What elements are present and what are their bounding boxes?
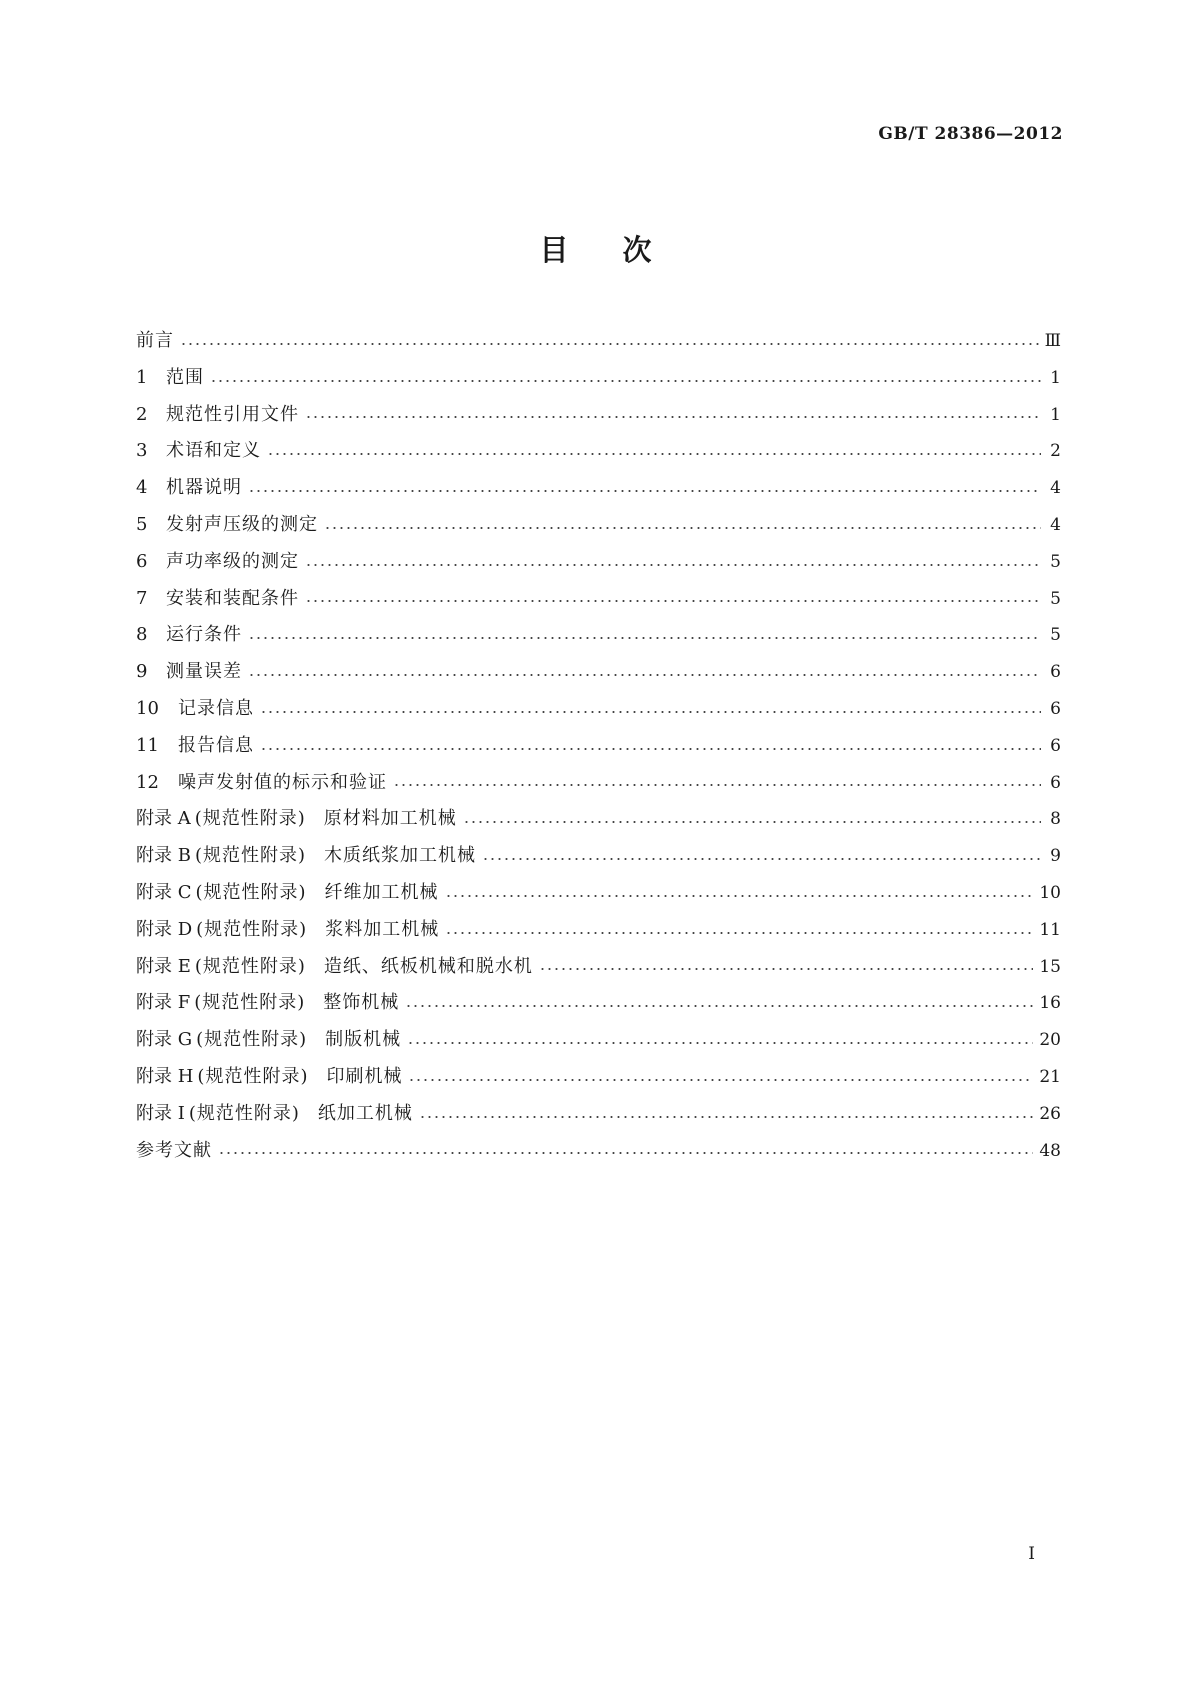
toc-annex-page: 26 bbox=[1039, 1103, 1061, 1124]
toc-entry-label: 前言 bbox=[136, 330, 174, 351]
toc-entry-page: 1 bbox=[1050, 367, 1061, 388]
toc-entry-emission-sound-pressure[interactable] bbox=[136, 510, 1061, 547]
toc-annex-label: 整饰机械 bbox=[323, 992, 400, 1014]
toc-annex-tag: (规范性附录) bbox=[196, 918, 308, 940]
toc-leader-dots bbox=[405, 992, 1033, 1010]
toc-annex-tag: (规范性附录) bbox=[188, 1102, 300, 1124]
toc-entry-number: 6 bbox=[136, 550, 148, 572]
toc-annex-i[interactable] bbox=[136, 1099, 1061, 1136]
toc-entry-information-recorded[interactable] bbox=[136, 694, 1061, 731]
toc-annex-page: 8 bbox=[1050, 809, 1061, 830]
toc-entry-number: 12 bbox=[136, 771, 159, 793]
toc-leader-dots bbox=[248, 661, 1041, 679]
toc-entry-number: 2 bbox=[136, 403, 148, 425]
toc-entry-page: 6 bbox=[1050, 698, 1061, 719]
toc-entry-page: Ⅲ bbox=[1044, 331, 1061, 351]
toc-entry-page: 5 bbox=[1050, 625, 1061, 646]
toc-annex-number: 附录 D bbox=[136, 918, 193, 940]
toc-leader-dots bbox=[482, 845, 1041, 863]
toc-entry-page: 6 bbox=[1050, 772, 1061, 793]
toc-entry-label: 噪声发射值的标示和验证 bbox=[178, 771, 387, 793]
toc-entry-page: 5 bbox=[1050, 551, 1061, 572]
toc-entry-label: 参考文献 bbox=[136, 1139, 212, 1161]
toc-entry-measurement-uncertainty[interactable] bbox=[136, 657, 1061, 694]
toc-list bbox=[136, 326, 1061, 1172]
toc-leader-dots bbox=[305, 551, 1041, 569]
toc-leader-dots bbox=[407, 1029, 1033, 1047]
toc-annex-number: 附录 A bbox=[136, 808, 191, 830]
toc-annex-tag: (规范性附录) bbox=[194, 808, 306, 830]
toc-entry-label: 安装和装配条件 bbox=[166, 587, 299, 609]
toc-entry-label: 机器说明 bbox=[166, 477, 242, 499]
toc-annex-page: 21 bbox=[1039, 1066, 1061, 1087]
toc-annex-h[interactable] bbox=[136, 1062, 1061, 1099]
toc-entry-page: 1 bbox=[1050, 404, 1061, 425]
toc-entry-page: 5 bbox=[1050, 588, 1061, 609]
toc-entry-number: 10 bbox=[136, 697, 159, 719]
toc-leader-dots bbox=[248, 624, 1041, 642]
toc-title: 目次 bbox=[539, 233, 706, 267]
toc-annex-tag: (规范性附录) bbox=[197, 1065, 309, 1087]
toc-entry-declaration-verification[interactable] bbox=[136, 768, 1061, 805]
toc-annex-tag: (规范性附录) bbox=[194, 845, 306, 867]
toc-annex-label: 印刷机械 bbox=[326, 1065, 403, 1087]
toc-leader-dots bbox=[463, 808, 1041, 826]
toc-entry-label: 报告信息 bbox=[178, 734, 254, 756]
toc-annex-f[interactable] bbox=[136, 988, 1061, 1025]
toc-entry-number: 1 bbox=[136, 366, 148, 388]
toc-leader-dots bbox=[324, 514, 1041, 532]
toc-annex-label: 原材料加工机械 bbox=[323, 808, 457, 830]
toc-annex-page: 16 bbox=[1039, 993, 1061, 1014]
toc-annex-number: 附录 F bbox=[136, 992, 191, 1014]
toc-entry-page: 4 bbox=[1050, 478, 1061, 499]
toc-entry-label: 声功率级的测定 bbox=[166, 550, 299, 572]
toc-annex-a[interactable] bbox=[136, 804, 1061, 841]
toc-leader-dots bbox=[248, 477, 1041, 495]
standard-code: GB/T 28386—2012 bbox=[878, 124, 1063, 144]
toc-entry-operating-conditions[interactable] bbox=[136, 620, 1061, 657]
page-number: I bbox=[1028, 1544, 1035, 1564]
toc-annex-number: 附录 I bbox=[136, 1102, 185, 1124]
toc-leader-dots bbox=[218, 1139, 1033, 1157]
toc-annex-tag: (规范性附录) bbox=[196, 1029, 308, 1051]
toc-annex-tag: (规范性附录) bbox=[194, 992, 306, 1014]
toc-entry-label: 术语和定义 bbox=[166, 440, 261, 462]
toc-annex-label: 木质纸浆加工机械 bbox=[324, 845, 476, 867]
toc-annex-e[interactable] bbox=[136, 952, 1061, 989]
toc-annex-page: 20 bbox=[1039, 1030, 1061, 1051]
toc-entry-page: 48 bbox=[1039, 1140, 1061, 1161]
toc-annex-b[interactable] bbox=[136, 841, 1061, 878]
toc-entry-label: 规范性引用文件 bbox=[166, 403, 299, 425]
toc-annex-number: 附录 C bbox=[136, 881, 192, 903]
toc-entry-label: 运行条件 bbox=[166, 624, 242, 646]
toc-entry-number: 3 bbox=[136, 440, 148, 462]
toc-leader-dots bbox=[445, 919, 1033, 937]
toc-leader-dots bbox=[180, 330, 1039, 348]
toc-annex-number: 附录 G bbox=[136, 1029, 193, 1051]
toc-entry-foreword[interactable] bbox=[136, 326, 1061, 363]
toc-entry-number: 9 bbox=[136, 661, 148, 683]
toc-leader-dots bbox=[393, 771, 1041, 789]
toc-entry-page: 2 bbox=[1050, 441, 1061, 462]
toc-annex-page: 9 bbox=[1050, 846, 1061, 867]
toc-leader-dots bbox=[260, 735, 1041, 753]
toc-annex-d[interactable] bbox=[136, 915, 1061, 952]
toc-annex-tag: (规范性附录) bbox=[195, 881, 307, 903]
toc-annex-page: 10 bbox=[1039, 882, 1061, 903]
toc-annex-tag: (规范性附录) bbox=[194, 955, 306, 977]
toc-entry-label: 发射声压级的测定 bbox=[166, 513, 318, 535]
toc-annex-number: 附录 B bbox=[136, 845, 191, 867]
toc-leader-dots bbox=[419, 1103, 1033, 1121]
toc-entry-number: 11 bbox=[136, 734, 159, 756]
toc-annex-number: 附录 H bbox=[136, 1065, 194, 1087]
toc-leader-dots bbox=[445, 882, 1034, 900]
toc-entry-page: 4 bbox=[1050, 514, 1061, 535]
toc-annex-label: 造纸、纸板机械和脱水机 bbox=[323, 955, 533, 977]
toc-annex-label: 制版机械 bbox=[325, 1029, 402, 1051]
toc-annex-label: 纤维加工机械 bbox=[324, 881, 439, 903]
toc-leader-dots bbox=[260, 698, 1041, 716]
toc-entry-scope[interactable] bbox=[136, 363, 1061, 400]
toc-entry-bibliography[interactable] bbox=[136, 1136, 1061, 1173]
toc-entry-label: 记录信息 bbox=[178, 697, 254, 719]
toc-annex-g[interactable] bbox=[136, 1025, 1061, 1062]
toc-leader-dots bbox=[210, 367, 1041, 385]
toc-entry-number: 7 bbox=[136, 587, 148, 609]
toc-entry-normative-references[interactable] bbox=[136, 400, 1061, 437]
toc-entry-installation[interactable] bbox=[136, 584, 1061, 621]
toc-entry-information-reported[interactable] bbox=[136, 731, 1061, 768]
toc-leader-dots bbox=[408, 1066, 1033, 1084]
toc-annex-number: 附录 E bbox=[136, 955, 191, 977]
toc-entry-label: 测量误差 bbox=[166, 661, 242, 683]
toc-leader-dots bbox=[305, 403, 1041, 421]
toc-annex-page: 11 bbox=[1039, 919, 1061, 940]
toc-entry-label: 范围 bbox=[166, 366, 204, 388]
toc-entry-number: 5 bbox=[136, 513, 148, 535]
toc-entry-terms[interactable] bbox=[136, 436, 1061, 473]
toc-entry-page: 6 bbox=[1050, 735, 1061, 756]
toc-annex-c[interactable] bbox=[136, 878, 1061, 915]
toc-entry-page: 6 bbox=[1050, 662, 1061, 683]
toc-entry-machine-description[interactable] bbox=[136, 473, 1061, 510]
toc-leader-dots bbox=[539, 955, 1033, 973]
toc-leader-dots bbox=[267, 440, 1041, 458]
toc-annex-label: 纸加工机械 bbox=[317, 1102, 413, 1124]
toc-annex-page: 15 bbox=[1039, 956, 1061, 977]
toc-leader-dots bbox=[305, 587, 1041, 605]
toc-entry-sound-power[interactable] bbox=[136, 547, 1061, 584]
toc-entry-number: 8 bbox=[136, 624, 148, 646]
toc-annex-label: 浆料加工机械 bbox=[325, 918, 440, 940]
toc-entry-number: 4 bbox=[136, 477, 148, 499]
